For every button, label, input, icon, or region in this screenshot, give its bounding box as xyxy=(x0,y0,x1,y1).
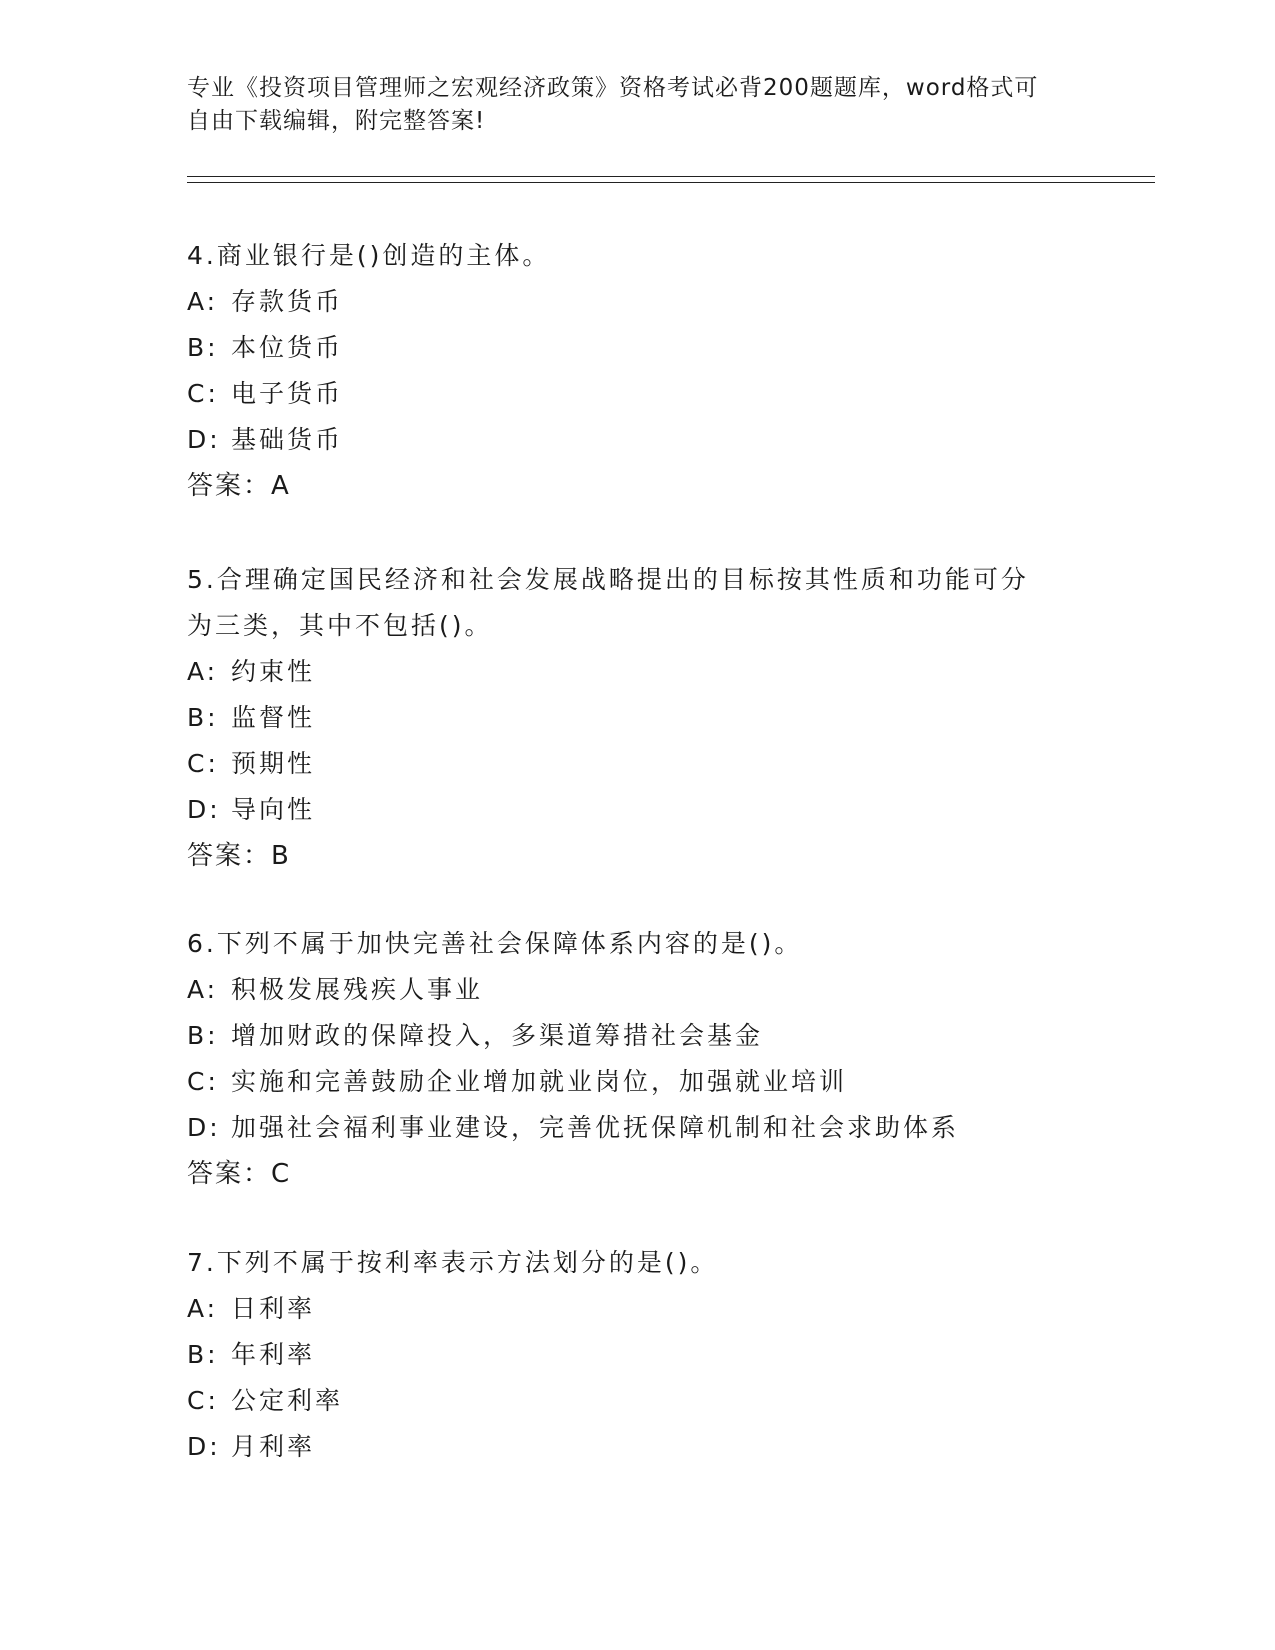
option-letter: A: xyxy=(187,657,219,686)
option-letter: C: xyxy=(187,1386,219,1415)
option-letter: D: xyxy=(187,1432,221,1461)
option-a xyxy=(187,1286,1087,1332)
question-6 xyxy=(187,921,1087,1197)
option-a xyxy=(187,279,1087,325)
option-text: 实施和完善鼓励企业增加就业岗位，加强就业培训 xyxy=(231,1067,848,1096)
option-c xyxy=(187,371,1087,417)
option-text: 公定利率 xyxy=(231,1386,344,1415)
question-stem-line-2: 为三类，其中不包括()。 xyxy=(187,611,493,640)
option-letter: B: xyxy=(187,1340,219,1369)
option-text: 加强社会福利事业建设，完善优抚保障机制和社会求助体系 xyxy=(231,1113,960,1142)
option-text: 约束性 xyxy=(231,657,316,686)
option-letter: C: xyxy=(187,379,219,408)
option-letter: D: xyxy=(187,1113,221,1142)
option-d xyxy=(187,417,1087,463)
option-letter: B: xyxy=(187,333,219,362)
question-7 xyxy=(187,1240,1087,1470)
option-text: 监督性 xyxy=(231,703,316,732)
question-stem: 4.商业银行是()创造的主体。 xyxy=(187,241,551,270)
option-c xyxy=(187,1378,1087,1424)
option-letter: B: xyxy=(187,703,219,732)
option-letter: C: xyxy=(187,1067,219,1096)
option-text: 本位货币 xyxy=(231,333,344,362)
option-b xyxy=(187,325,1087,371)
question-4 xyxy=(187,233,1087,509)
option-text: 年利率 xyxy=(231,1340,316,1369)
option-letter: A: xyxy=(187,287,219,316)
option-c xyxy=(187,1059,1087,1105)
question-stem: 6.下列不属于加快完善社会保障体系内容的是()。 xyxy=(187,929,803,958)
option-letter: C: xyxy=(187,749,219,778)
option-c xyxy=(187,741,1087,787)
option-a xyxy=(187,967,1087,1013)
option-text: 基础货币 xyxy=(231,425,344,454)
option-d xyxy=(187,1424,1087,1470)
option-b xyxy=(187,695,1087,741)
option-letter: D: xyxy=(187,795,221,824)
option-b xyxy=(187,1013,1087,1059)
answer-line: 答案：C xyxy=(187,1159,292,1189)
header-title-line-2: 自由下载编辑，附完整答案! xyxy=(187,108,486,134)
option-letter: D: xyxy=(187,425,221,454)
option-text: 月利率 xyxy=(231,1432,316,1461)
header-divider-bottom xyxy=(187,182,1155,183)
option-text: 存款货币 xyxy=(231,287,344,316)
question-stem-line-1: 5.合理确定国民经济和社会发展战略提出的目标按其性质和功能可分 xyxy=(187,565,1029,594)
answer-line: 答案：B xyxy=(187,841,291,871)
option-d xyxy=(187,1105,1087,1151)
option-letter: A: xyxy=(187,975,219,1004)
option-text: 电子货币 xyxy=(231,379,344,408)
option-letter: A: xyxy=(187,1294,219,1323)
option-text: 增加财政的保障投入，多渠道筹措社会基金 xyxy=(231,1021,764,1050)
header-divider-top xyxy=(187,176,1155,177)
option-text: 日利率 xyxy=(231,1294,316,1323)
option-text: 积极发展残疾人事业 xyxy=(231,975,484,1004)
option-letter: B: xyxy=(187,1021,219,1050)
document-header xyxy=(187,72,1087,138)
answer-line: 答案：A xyxy=(187,471,291,501)
header-title-line-1: 专业《投资项目管理师之宏观经济政策》资格考试必背200题题库，word格式可 xyxy=(187,75,1039,101)
option-d xyxy=(187,787,1087,833)
question-5 xyxy=(187,557,1087,879)
option-b xyxy=(187,1332,1087,1378)
question-stem: 7.下列不属于按利率表示方法划分的是()。 xyxy=(187,1248,719,1277)
option-text: 导向性 xyxy=(231,795,316,824)
option-a xyxy=(187,649,1087,695)
option-text: 预期性 xyxy=(231,749,316,778)
